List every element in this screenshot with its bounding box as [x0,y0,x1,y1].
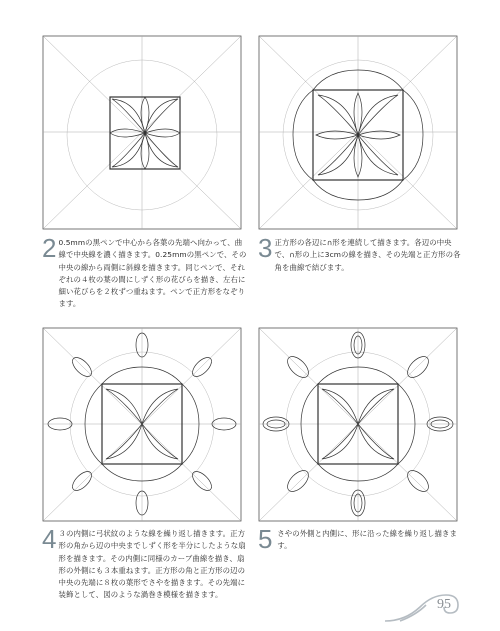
figure-step-4 [42,327,242,522]
figure-step-5 [258,327,458,522]
step-number: 4 [42,524,57,554]
step-3 [258,233,463,274]
step-number: 5 [258,524,273,554]
page-number: 95 [437,597,451,612]
step-text: 正方形の各辺に∩形を連続して描きます。各辺の中央で、∩形の上に3cmの線を描き、その先端と正方形の各角を曲線で結びます。 [274,238,461,272]
figure-step-2 [42,35,242,230]
decorative-swirl-icon [380,585,470,629]
step-text: さやの外側と内側に、形に沿った線を繰り返し描きます。 [277,529,457,551]
step-2 [42,233,247,311]
step-text: 0.5mmの黒ペンで中心から各葉の先端へ向かって、曲線で中央線を濃く描きます。0.25mmの黒ペンで、その中央の線から両側に斜線を描きます。同じペンで、それぞれの４枚の葉の間にしずく形の花びらを描き、左右に細い花びらを２枚ずつ重ねます。ペンで正方形をなぞります。 [58,238,247,309]
step-4 [42,524,247,602]
step-number: 2 [42,233,57,263]
step-number: 3 [258,233,273,263]
step-text: ３の内側に弓状紋のような線を繰り返し描きます。正方形の角から辺の中央までしずく形を半分にしたような扇形を描きます。その内側に同様のカーブ曲線を描き、扇形の外側にも３本重ねます。正方形の角と正方形の辺の中央の先端に８枚の葉形でさやを描きます。その先端に装飾として、図のような渦巻き模様を描きます。 [58,529,246,600]
step-5 [258,524,463,554]
figure-step-3 [258,35,458,230]
